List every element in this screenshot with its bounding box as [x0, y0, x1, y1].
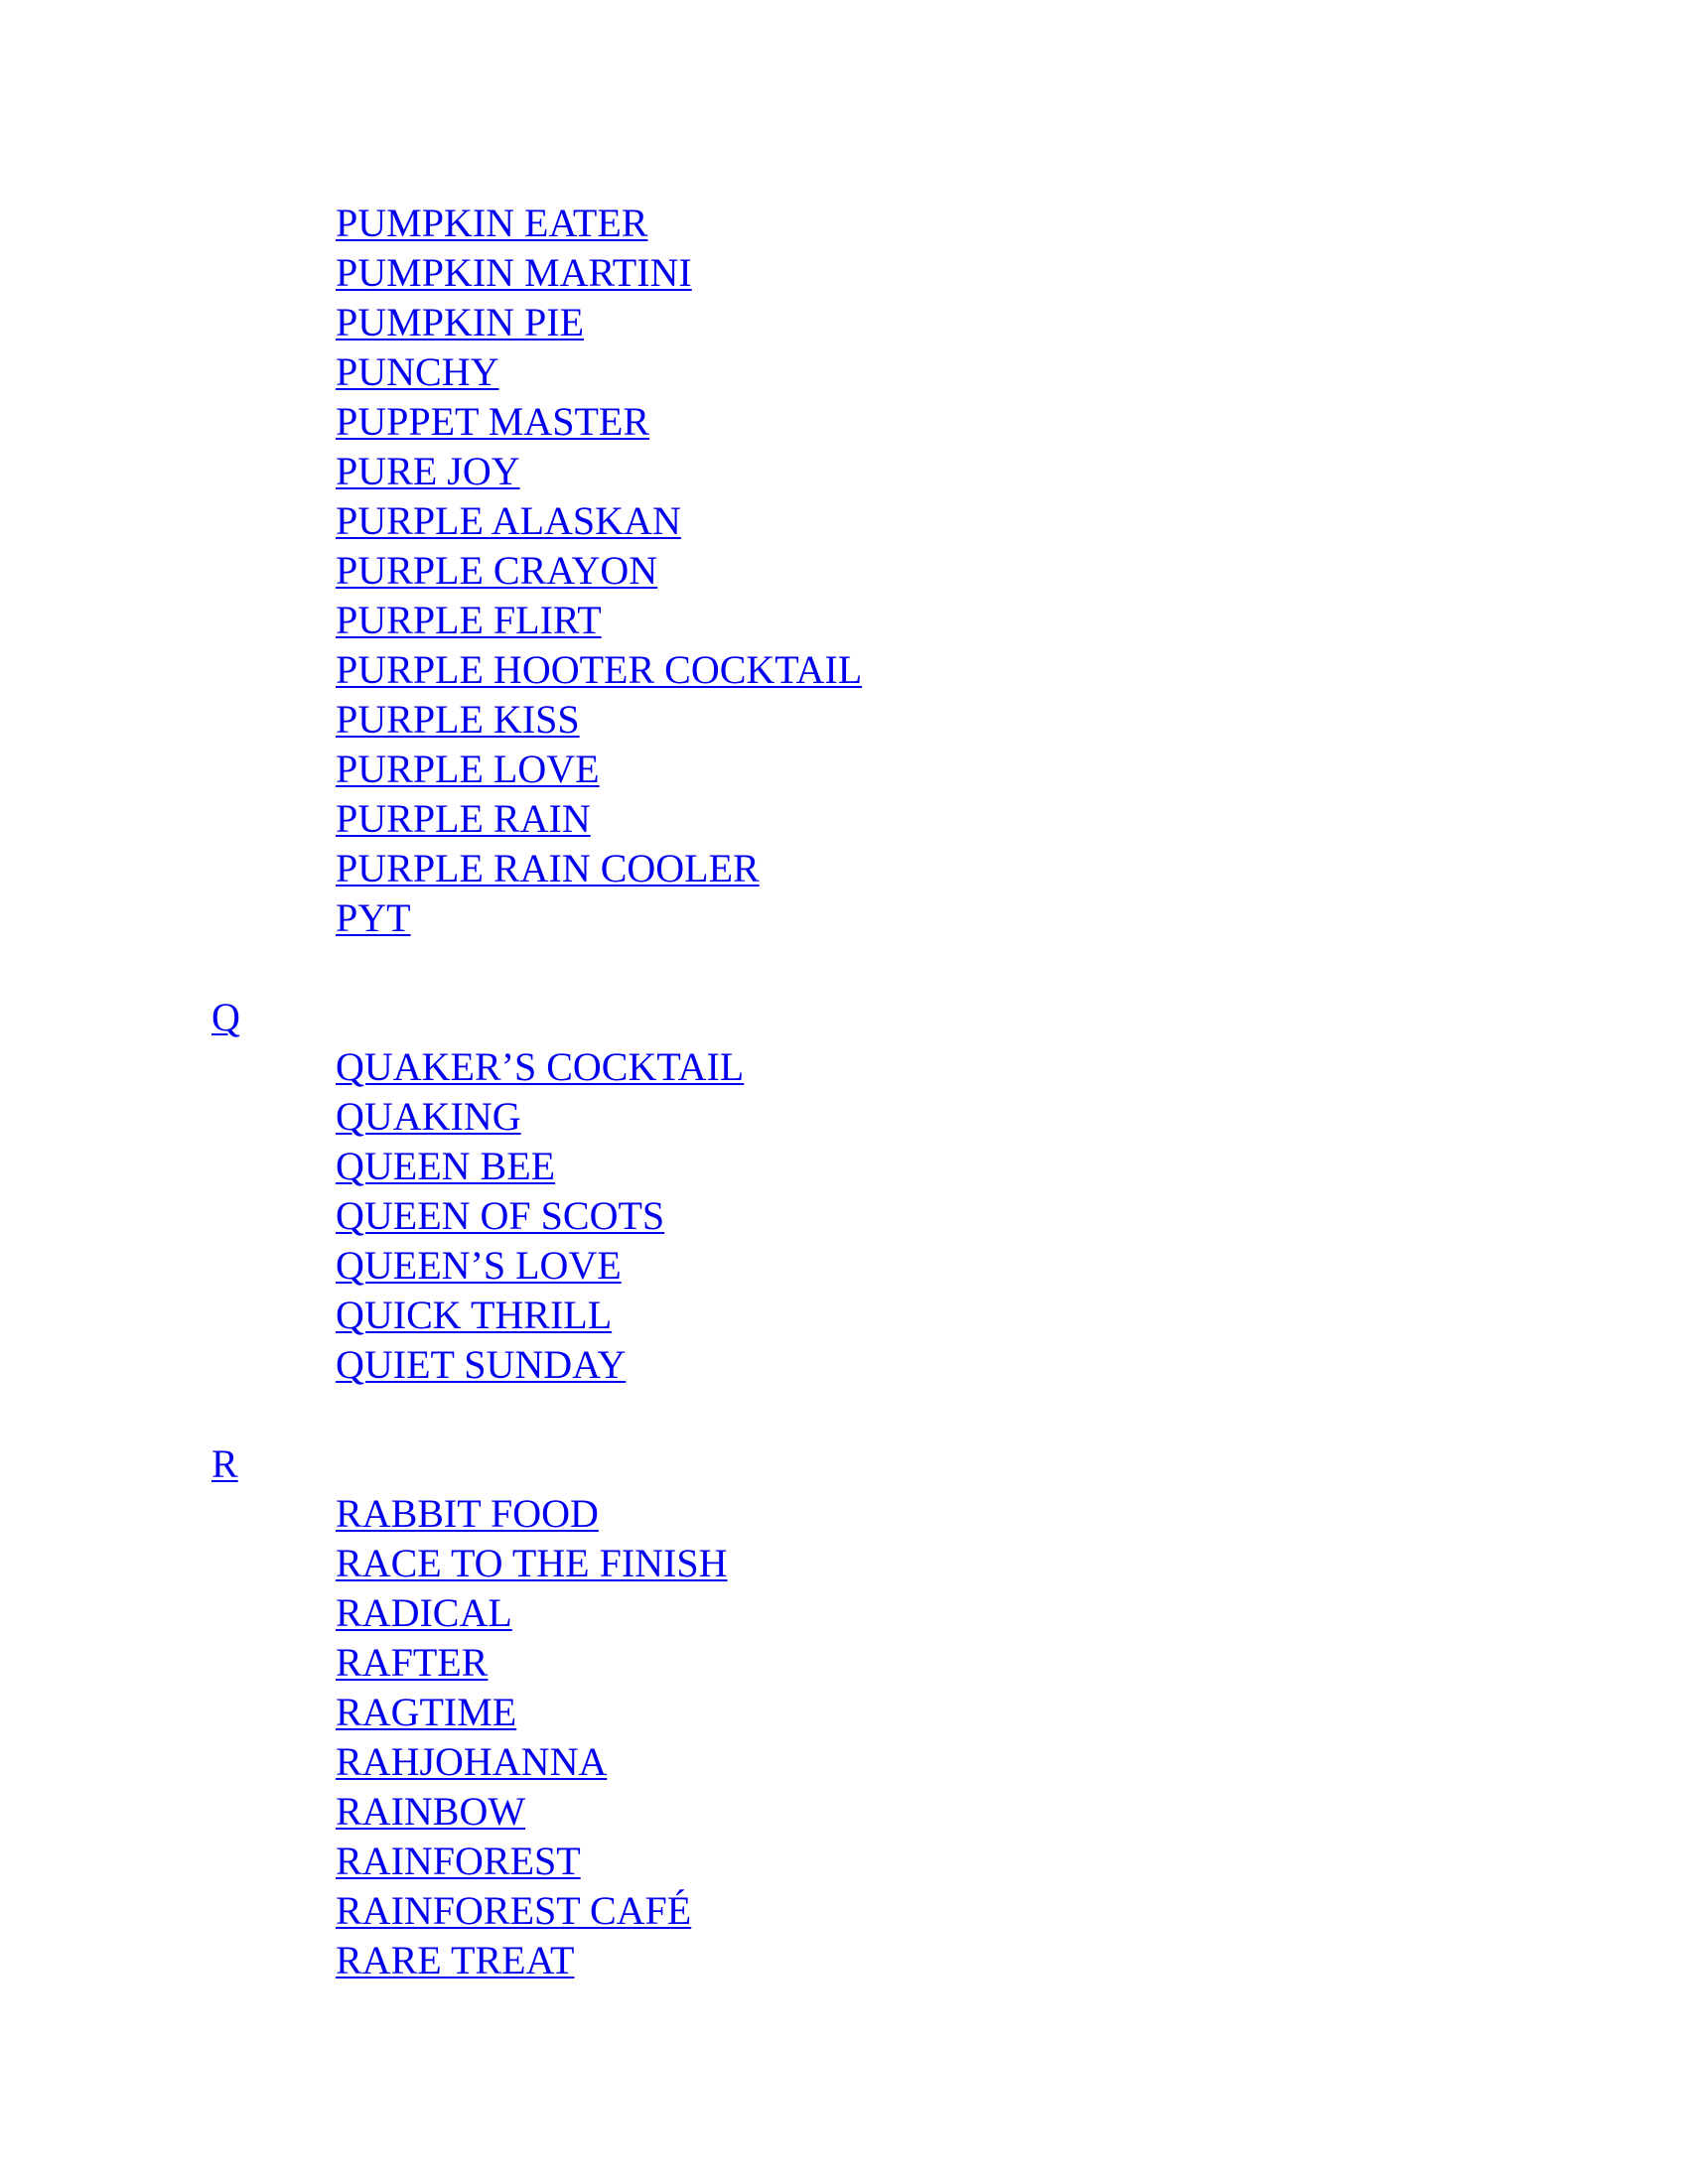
cocktail-link[interactable]: PUMPKIN MARTINI	[336, 250, 692, 295]
cocktail-link[interactable]: PURPLE LOVE	[336, 747, 600, 791]
list-item	[336, 1142, 1688, 1191]
cocktail-list-q	[0, 1042, 1688, 1390]
cocktail-link[interactable]: PURPLE FLIRT	[336, 598, 602, 642]
cocktail-link[interactable]: QUAKING	[336, 1094, 521, 1139]
letter-link-r[interactable]: R	[211, 1441, 238, 1486]
cocktail-link[interactable]: PURPLE RAIN COOLER	[336, 846, 760, 890]
cocktail-link[interactable]: PUMPKIN PIE	[336, 300, 585, 344]
list-item	[336, 1092, 1688, 1142]
section-p-continued	[0, 199, 1688, 943]
list-item	[336, 1191, 1688, 1241]
cocktail-link[interactable]: RARE TREAT	[336, 1938, 575, 1982]
list-item	[336, 596, 1688, 645]
list-item	[336, 1340, 1688, 1390]
list-item	[336, 1837, 1688, 1886]
list-item	[336, 794, 1688, 844]
section-heading-r	[0, 1439, 1688, 1489]
list-item	[336, 1638, 1688, 1688]
list-item	[336, 1489, 1688, 1539]
cocktail-link[interactable]: RABBIT FOOD	[336, 1491, 599, 1536]
list-item	[336, 1936, 1688, 1985]
list-item	[336, 496, 1688, 546]
cocktail-link[interactable]: PURE JOY	[336, 449, 520, 493]
list-item	[336, 1787, 1688, 1837]
list-item	[336, 745, 1688, 794]
cocktail-link[interactable]: RAINBOW	[336, 1789, 526, 1834]
section-r	[0, 1439, 1688, 1985]
cocktail-link[interactable]: PUNCHY	[336, 349, 499, 394]
list-item	[336, 1886, 1688, 1936]
list-item	[336, 347, 1688, 397]
list-item	[336, 1539, 1688, 1588]
cocktail-link[interactable]: RACE TO THE FINISH	[336, 1541, 728, 1585]
cocktail-link[interactable]: PURPLE ALASKAN	[336, 498, 681, 543]
section-q	[0, 993, 1688, 1390]
cocktail-link[interactable]: PURPLE CRAYON	[336, 548, 658, 593]
cocktail-link[interactable]: RAINFOREST	[336, 1839, 581, 1883]
letter-link-q[interactable]: Q	[211, 995, 240, 1039]
list-item	[336, 1588, 1688, 1638]
cocktail-link[interactable]: RADICAL	[336, 1590, 512, 1635]
cocktail-link[interactable]: PURPLE RAIN	[336, 796, 591, 841]
list-item	[336, 645, 1688, 695]
cocktail-link[interactable]: RAHJOHANNA	[336, 1739, 608, 1784]
cocktail-list-r	[0, 1489, 1688, 1985]
list-item	[336, 1291, 1688, 1340]
cocktail-link[interactable]: PURPLE KISS	[336, 697, 580, 742]
cocktail-link[interactable]: PURPLE HOOTER COCKTAIL	[336, 647, 863, 692]
cocktail-link[interactable]: RAFTER	[336, 1640, 489, 1685]
list-item	[336, 298, 1688, 347]
list-item	[336, 695, 1688, 745]
list-item	[336, 844, 1688, 893]
cocktail-link[interactable]: PUPPET MASTER	[336, 399, 650, 444]
list-item	[336, 248, 1688, 298]
cocktail-link[interactable]: QUEEN BEE	[336, 1144, 556, 1188]
cocktail-link[interactable]: PYT	[336, 895, 411, 940]
list-item	[336, 397, 1688, 447]
cocktail-link[interactable]: QUEEN’S LOVE	[336, 1243, 622, 1288]
list-item	[336, 1688, 1688, 1737]
cocktail-link[interactable]: RAGTIME	[336, 1690, 517, 1734]
list-item	[336, 447, 1688, 496]
list-item	[336, 893, 1688, 943]
section-heading-q	[0, 993, 1688, 1042]
cocktail-link[interactable]: QUICK THRILL	[336, 1293, 613, 1337]
cocktail-list-p	[0, 199, 1688, 943]
list-item	[336, 546, 1688, 596]
cocktail-link[interactable]: RAINFOREST CAFÉ	[336, 1888, 692, 1933]
list-item	[336, 1737, 1688, 1787]
list-item	[336, 1042, 1688, 1092]
list-item	[336, 1241, 1688, 1291]
list-item	[336, 199, 1688, 248]
cocktail-link[interactable]: PUMPKIN EATER	[336, 201, 648, 245]
cocktail-link[interactable]: QUAKER’S COCKTAIL	[336, 1044, 745, 1089]
cocktail-link[interactable]: QUEEN OF SCOTS	[336, 1193, 665, 1238]
cocktail-link[interactable]: QUIET SUNDAY	[336, 1342, 627, 1387]
